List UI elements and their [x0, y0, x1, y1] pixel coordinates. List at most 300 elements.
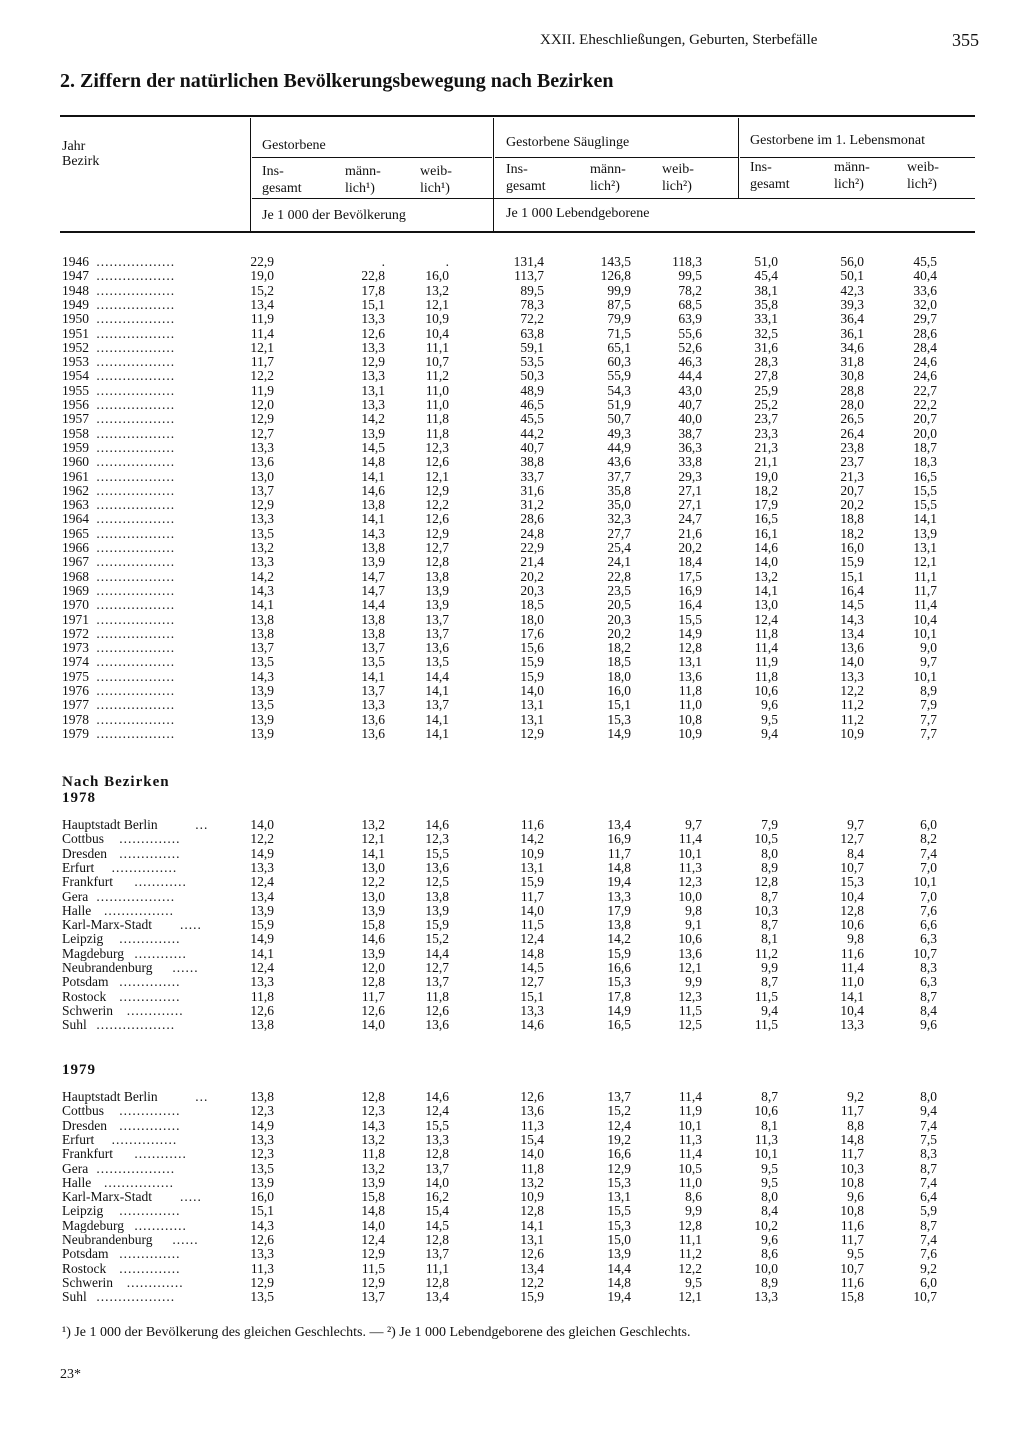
- table-cell: 13,5: [361, 654, 385, 670]
- row-label: 1970: [62, 597, 89, 613]
- table-row: [0, 1247, 1024, 1261]
- leader-dots: ............: [134, 945, 187, 961]
- table-cell: 12,3: [250, 1146, 274, 1162]
- table-cell: 10,8: [840, 1203, 864, 1219]
- table-cell: 6,0: [920, 817, 937, 832]
- table-cell: 13,3: [250, 439, 274, 455]
- table-row: [0, 875, 1024, 889]
- table-cell: 18,2: [840, 525, 864, 541]
- table-cell: 78,2: [678, 282, 702, 298]
- table-cell: 13,3: [840, 668, 864, 684]
- table-cell: 18,2: [754, 482, 778, 498]
- row-label: 1978: [62, 711, 89, 727]
- table-cell: 12,9: [250, 497, 274, 513]
- table-cell: 16,0: [425, 268, 449, 284]
- table-cell: 12,9: [425, 482, 449, 498]
- table-cell: 126,8: [600, 268, 631, 284]
- table-cell: 18,0: [520, 611, 544, 627]
- leader-dots: ..................: [96, 888, 176, 904]
- table-cell: 7,7: [920, 725, 937, 741]
- table-cell: 10,3: [840, 1160, 864, 1176]
- table-cell: 12,6: [520, 1089, 544, 1104]
- running-head: XXII. Eheschließungen, Geburten, Sterbefälle: [540, 32, 818, 48]
- table-cell: 13,6: [361, 711, 385, 727]
- table-cell: 13,1: [520, 697, 544, 713]
- table-cell: 8,6: [685, 1189, 702, 1205]
- group-header-gestorbene: Gestorbene: [262, 138, 326, 153]
- table-cell: 15,8: [361, 917, 385, 933]
- table-cell: 13,7: [425, 697, 449, 713]
- table-cell: 12,0: [250, 397, 274, 412]
- table-cell: 15,5: [913, 482, 937, 498]
- table-cell: 20,3: [607, 611, 631, 627]
- table-cell: 8,4: [761, 1203, 778, 1219]
- table-cell: 12,6: [250, 1002, 274, 1018]
- table-cell: 14,7: [361, 568, 385, 584]
- table-cell: 40,4: [913, 268, 937, 284]
- table-cell: 13,1: [913, 540, 937, 555]
- table-cell: 12,1: [678, 960, 702, 975]
- table-cell: 14,0: [754, 554, 778, 570]
- table-cell: 11,3: [678, 859, 702, 875]
- table-cell: 7,4: [920, 1117, 937, 1133]
- leader-dots: ............: [134, 1217, 187, 1233]
- table-cell: 11,0: [840, 974, 864, 990]
- table-row: [0, 1147, 1024, 1161]
- table-cell: 11,7: [840, 1232, 864, 1247]
- table-cell: 12,4: [607, 1117, 631, 1133]
- table-cell: 50,3: [520, 368, 544, 384]
- table-row: [0, 713, 1024, 727]
- table-cell: 13,2: [361, 817, 385, 832]
- table-cell: 44,2: [520, 425, 544, 441]
- leader-dots: ..................: [96, 582, 176, 598]
- table-cell: 9,5: [761, 1174, 778, 1190]
- table-cell: 11,2: [678, 1246, 702, 1262]
- table-cell: 11,3: [520, 1117, 544, 1133]
- row-label: Leipzig: [62, 931, 104, 947]
- table-cell: 13,7: [250, 482, 274, 498]
- table-cell: 9,6: [920, 1017, 937, 1033]
- table-cell: 11,2: [840, 697, 864, 713]
- row-label: 1955: [62, 382, 89, 398]
- table-cell: 14,0: [520, 902, 544, 918]
- table-cell: 14,0: [520, 1146, 544, 1162]
- table-cell: 143,5: [600, 254, 631, 269]
- table-row: [0, 1176, 1024, 1190]
- table-cell: 21,6: [678, 525, 702, 541]
- leader-dots: ..............: [119, 988, 181, 1004]
- table-cell: 21,1: [754, 454, 778, 470]
- table-cell: 13,9: [250, 902, 274, 918]
- table-cell: 7,0: [920, 859, 937, 875]
- table-cell: 7,9: [920, 697, 937, 713]
- table-row: [0, 1219, 1024, 1233]
- section-heading-bezirke: Nach Bezirken: [62, 774, 170, 790]
- row-label: 1974: [62, 654, 89, 670]
- table-row: [0, 670, 1024, 684]
- table-cell: 26,5: [840, 411, 864, 427]
- table-cell: 13,3: [607, 888, 631, 904]
- leader-dots: ..................: [96, 482, 176, 498]
- table-cell: 8,8: [847, 1117, 864, 1133]
- table-cell: 50,7: [607, 411, 631, 427]
- table-cell: 9,5: [847, 1246, 864, 1262]
- row-label: 1946: [62, 254, 89, 269]
- table-cell: 11,8: [250, 988, 274, 1004]
- row-label: Suhl: [62, 1017, 87, 1033]
- table-cell: 16,9: [607, 831, 631, 847]
- table-row: [0, 1262, 1024, 1276]
- table-row: [0, 355, 1024, 369]
- table-cell: 14,1: [361, 845, 385, 861]
- table-cell: 14,1: [250, 945, 274, 961]
- table-cell: 15,1: [840, 568, 864, 584]
- table-cell: 14,9: [678, 625, 702, 641]
- table-cell: 13,7: [425, 974, 449, 990]
- table-cell: .: [381, 254, 385, 269]
- table-cell: 7,5: [920, 1131, 937, 1147]
- table-cell: 14,5: [361, 439, 385, 455]
- table-cell: 12,8: [425, 554, 449, 570]
- table-cell: 27,1: [678, 497, 702, 513]
- table-cell: 12,8: [520, 1203, 544, 1219]
- table-cell: 13,2: [361, 1160, 385, 1176]
- table-cell: 46,3: [678, 354, 702, 370]
- table-cell: 12,1: [678, 1289, 702, 1305]
- table-row: [0, 1004, 1024, 1018]
- table-cell: 9,6: [761, 1232, 778, 1247]
- table-cell: 13,1: [520, 859, 544, 875]
- table-cell: 12,7: [250, 425, 274, 441]
- table-cell: 14,8: [607, 1274, 631, 1290]
- table-cell: 8,1: [761, 1117, 778, 1133]
- year-heading-1978: 1978: [62, 790, 96, 806]
- table-cell: 16,0: [840, 540, 864, 555]
- table-cell: .: [445, 254, 449, 269]
- table-row: [0, 255, 1024, 269]
- leader-dots: ..................: [96, 339, 176, 355]
- table-cell: 22,7: [913, 382, 937, 398]
- table-cell: 14,5: [425, 1217, 449, 1233]
- year-heading-1979: 1979: [62, 1062, 96, 1078]
- table-cell: 12,6: [361, 325, 385, 341]
- table-cell: 17,6: [520, 625, 544, 641]
- table-cell: 16,0: [250, 1189, 274, 1205]
- table-row: [0, 947, 1024, 961]
- header-bottom-rule: [60, 231, 975, 233]
- vertical-rule-2: [493, 118, 494, 231]
- table-cell: 5,9: [920, 1203, 937, 1219]
- table-cell: 12,6: [520, 1246, 544, 1262]
- table-cell: 14,2: [250, 568, 274, 584]
- table-cell: 8,7: [761, 1089, 778, 1104]
- table-cell: 15,1: [520, 988, 544, 1004]
- table-cell: 12,2: [425, 497, 449, 513]
- leader-dots: ..................: [96, 1160, 176, 1176]
- table-cell: 15,1: [361, 296, 385, 312]
- table-row: [0, 369, 1024, 383]
- table-cell: 13,7: [607, 1089, 631, 1104]
- table-cell: 11,4: [678, 1089, 702, 1104]
- table-cell: 11,5: [520, 917, 544, 933]
- row-label: Frankfurt: [62, 1146, 113, 1162]
- table-cell: 19,2: [607, 1131, 631, 1147]
- table-cell: 68,5: [678, 296, 702, 312]
- row-label: Schwerin: [62, 1002, 113, 1018]
- table-cell: 21,3: [840, 468, 864, 484]
- table-row: [0, 584, 1024, 598]
- row-label: 1960: [62, 454, 89, 470]
- table-cell: 15,0: [607, 1232, 631, 1247]
- table-cell: 12,1: [913, 554, 937, 570]
- table-cell: 10,6: [840, 917, 864, 933]
- table-cell: 11,8: [361, 1146, 385, 1162]
- table-cell: 14,6: [361, 482, 385, 498]
- leader-dots: ............: [134, 1146, 187, 1162]
- table-cell: 14,0: [361, 1217, 385, 1233]
- table-cell: 14,0: [250, 817, 274, 832]
- table-cell: 15,9: [425, 917, 449, 933]
- table-row: [0, 890, 1024, 904]
- table-cell: 15,5: [425, 1117, 449, 1133]
- table-cell: 9,4: [761, 1002, 778, 1018]
- table-cell: 20,2: [840, 497, 864, 513]
- table-cell: 15,3: [607, 974, 631, 990]
- table-cell: 6,3: [920, 931, 937, 947]
- table-cell: 12,9: [361, 1246, 385, 1262]
- table-cell: 7,4: [920, 845, 937, 861]
- table-cell: 13,8: [361, 540, 385, 555]
- leader-dots: ..............: [119, 1203, 181, 1219]
- table-cell: 10,4: [840, 888, 864, 904]
- table-cell: 55,6: [678, 325, 702, 341]
- table-cell: 15,9: [520, 874, 544, 890]
- table-cell: 16,5: [913, 468, 937, 484]
- table-cell: 28,3: [754, 354, 778, 370]
- table-cell: 15,3: [840, 874, 864, 890]
- table-cell: 45,5: [520, 411, 544, 427]
- table-cell: 16,6: [607, 1146, 631, 1162]
- table-cell: 14,9: [607, 725, 631, 741]
- table-cell: 13,9: [361, 425, 385, 441]
- table-cell: 14,1: [425, 683, 449, 698]
- table-cell: 63,8: [520, 325, 544, 341]
- table-cell: 29,7: [913, 311, 937, 327]
- table-cell: 18,2: [607, 640, 631, 656]
- table-cell: 10,1: [913, 874, 937, 890]
- table-cell: 21,3: [754, 439, 778, 455]
- table-cell: 22,9: [250, 254, 274, 269]
- table-cell: 9,5: [761, 1160, 778, 1176]
- table-row: [0, 312, 1024, 326]
- table-cell: 10,1: [754, 1146, 778, 1162]
- table-cell: 10,4: [913, 611, 937, 627]
- table-row: [0, 727, 1024, 741]
- table-cell: 13,3: [250, 1246, 274, 1262]
- table-cell: 12,4: [361, 1232, 385, 1247]
- table-cell: 6,0: [920, 1274, 937, 1290]
- table-cell: 20,5: [607, 597, 631, 613]
- table-cell: 53,5: [520, 354, 544, 370]
- table-row: [0, 832, 1024, 846]
- table-cell: 14,6: [361, 931, 385, 947]
- table-cell: 15,9: [520, 668, 544, 684]
- stub-header-bezirk: Bezirk: [62, 154, 100, 169]
- table-cell: 14,8: [520, 945, 544, 961]
- table-row: [0, 269, 1024, 283]
- table-cell: 15,2: [607, 1103, 631, 1119]
- table-cell: 10,9: [425, 311, 449, 327]
- table-cell: 13,4: [607, 817, 631, 832]
- table-cell: 12,9: [361, 354, 385, 370]
- table-cell: 13,2: [250, 540, 274, 555]
- row-label: 1965: [62, 525, 89, 541]
- subheader-weiblich: weib- lich²): [907, 160, 939, 192]
- table-cell: 16,5: [754, 511, 778, 527]
- table-cell: 12,3: [425, 439, 449, 455]
- table-cell: 14,9: [250, 1117, 274, 1133]
- leader-dots: ................: [104, 1174, 174, 1190]
- table-cell: 11,5: [754, 1017, 778, 1033]
- table-cell: 14,4: [361, 597, 385, 613]
- table-cell: 12,3: [425, 831, 449, 847]
- table-cell: 8,1: [761, 931, 778, 947]
- table-cell: 7,4: [920, 1232, 937, 1247]
- table-cell: 14,2: [607, 931, 631, 947]
- row-label: 1975: [62, 668, 89, 684]
- table-cell: 12,0: [361, 960, 385, 975]
- table-cell: 14,1: [361, 511, 385, 527]
- table-cell: 11,5: [678, 1002, 702, 1018]
- leader-dots: ..................: [96, 554, 176, 570]
- row-label: 1951: [62, 325, 89, 341]
- leader-dots: ..............: [119, 1103, 181, 1119]
- table-cell: 33,7: [520, 468, 544, 484]
- table-cell: 13,3: [840, 1017, 864, 1033]
- table-cell: 20,2: [520, 568, 544, 584]
- table-cell: 25,2: [754, 397, 778, 412]
- table-cell: 18,5: [520, 597, 544, 613]
- table-cell: 22,9: [520, 540, 544, 555]
- table-cell: 9,8: [685, 902, 702, 918]
- table-cell: 27,8: [754, 368, 778, 384]
- table-cell: 33,1: [754, 311, 778, 327]
- table-cell: 13,3: [520, 1002, 544, 1018]
- table-row: [0, 1104, 1024, 1118]
- table-cell: 28,0: [840, 397, 864, 412]
- table-cell: 15,4: [425, 1203, 449, 1219]
- row-label: 1967: [62, 554, 89, 570]
- table-row: [0, 1276, 1024, 1290]
- table-cell: 12,3: [361, 1103, 385, 1119]
- leader-dots: ..................: [96, 411, 176, 427]
- table-cell: 14,3: [250, 668, 274, 684]
- table-cell: 11,9: [250, 382, 274, 398]
- leader-dots: ..............: [119, 1117, 181, 1133]
- table-cell: 32,3: [607, 511, 631, 527]
- table-cell: 8,7: [920, 988, 937, 1004]
- table-cell: 11,4: [754, 640, 778, 656]
- row-label: 1953: [62, 354, 89, 370]
- table-cell: 12,8: [425, 1274, 449, 1290]
- table-cell: 7,4: [920, 1174, 937, 1190]
- leader-dots: ..................: [96, 325, 176, 341]
- table-row: [0, 861, 1024, 875]
- table-cell: 14,1: [425, 711, 449, 727]
- table-cell: 20,2: [678, 540, 702, 555]
- table-cell: 20,7: [840, 482, 864, 498]
- row-label: Cottbus: [62, 831, 105, 847]
- subheader-insgesamt: Ins- gesamt: [506, 162, 546, 194]
- row-label: 1964: [62, 511, 89, 527]
- table-cell: 9,5: [761, 711, 778, 727]
- table-cell: 12,8: [678, 640, 702, 656]
- table-cell: 8,9: [761, 859, 778, 875]
- table-row: [0, 570, 1024, 584]
- table-cell: 13,8: [425, 888, 449, 904]
- leader-dots: ..................: [96, 296, 176, 312]
- table-cell: 9,9: [685, 1203, 702, 1219]
- table-cell: 12,8: [425, 1232, 449, 1247]
- table-cell: 35,0: [607, 497, 631, 513]
- table-cell: 11,2: [840, 711, 864, 727]
- table-row: [0, 1119, 1024, 1133]
- table-cell: 12,9: [250, 411, 274, 427]
- leader-dots: ..................: [96, 454, 176, 470]
- table-cell: 8,4: [920, 1002, 937, 1018]
- table-cell: 14,1: [913, 511, 937, 527]
- leader-dots: ..................: [96, 683, 176, 698]
- table-cell: 13,6: [678, 668, 702, 684]
- table-cell: 11,6: [520, 817, 544, 832]
- table-cell: 14,3: [250, 1217, 274, 1233]
- table-cell: 24,7: [678, 511, 702, 527]
- table-row: [0, 1162, 1024, 1176]
- table-cell: 44,4: [678, 368, 702, 384]
- table-cell: 48,9: [520, 382, 544, 398]
- table-row: [0, 541, 1024, 555]
- table-cell: 14,6: [754, 540, 778, 555]
- table-cell: 15,9: [607, 945, 631, 961]
- row-label: 1966: [62, 540, 89, 555]
- row-label: Magdeburg: [62, 945, 124, 961]
- table-cell: 50,1: [840, 268, 864, 284]
- table-row: [0, 655, 1024, 669]
- table-cell: 12,7: [425, 540, 449, 555]
- table-cell: 12,1: [425, 468, 449, 484]
- leader-dots: ...............: [111, 1131, 178, 1147]
- table-cell: 17,5: [678, 568, 702, 584]
- row-label: 1979: [62, 725, 89, 741]
- table-cell: 11,8: [425, 425, 449, 441]
- table-cell: 16,2: [425, 1189, 449, 1205]
- table-cell: 24,1: [607, 554, 631, 570]
- table-cell: 11,8: [520, 1160, 544, 1176]
- table-cell: 13,8: [361, 611, 385, 627]
- table-cell: 99,5: [678, 268, 702, 284]
- table-cell: 7,0: [920, 888, 937, 904]
- table-cell: 10,5: [678, 1160, 702, 1176]
- table-cell: 28,6: [520, 511, 544, 527]
- table-cell: 10,6: [754, 683, 778, 698]
- table-cell: 11,1: [913, 568, 937, 584]
- table-row: [0, 961, 1024, 975]
- table-cell: 14,1: [361, 668, 385, 684]
- table-cell: 15,5: [425, 845, 449, 861]
- table-cell: 12,9: [520, 725, 544, 741]
- table-cell: 40,7: [678, 397, 702, 412]
